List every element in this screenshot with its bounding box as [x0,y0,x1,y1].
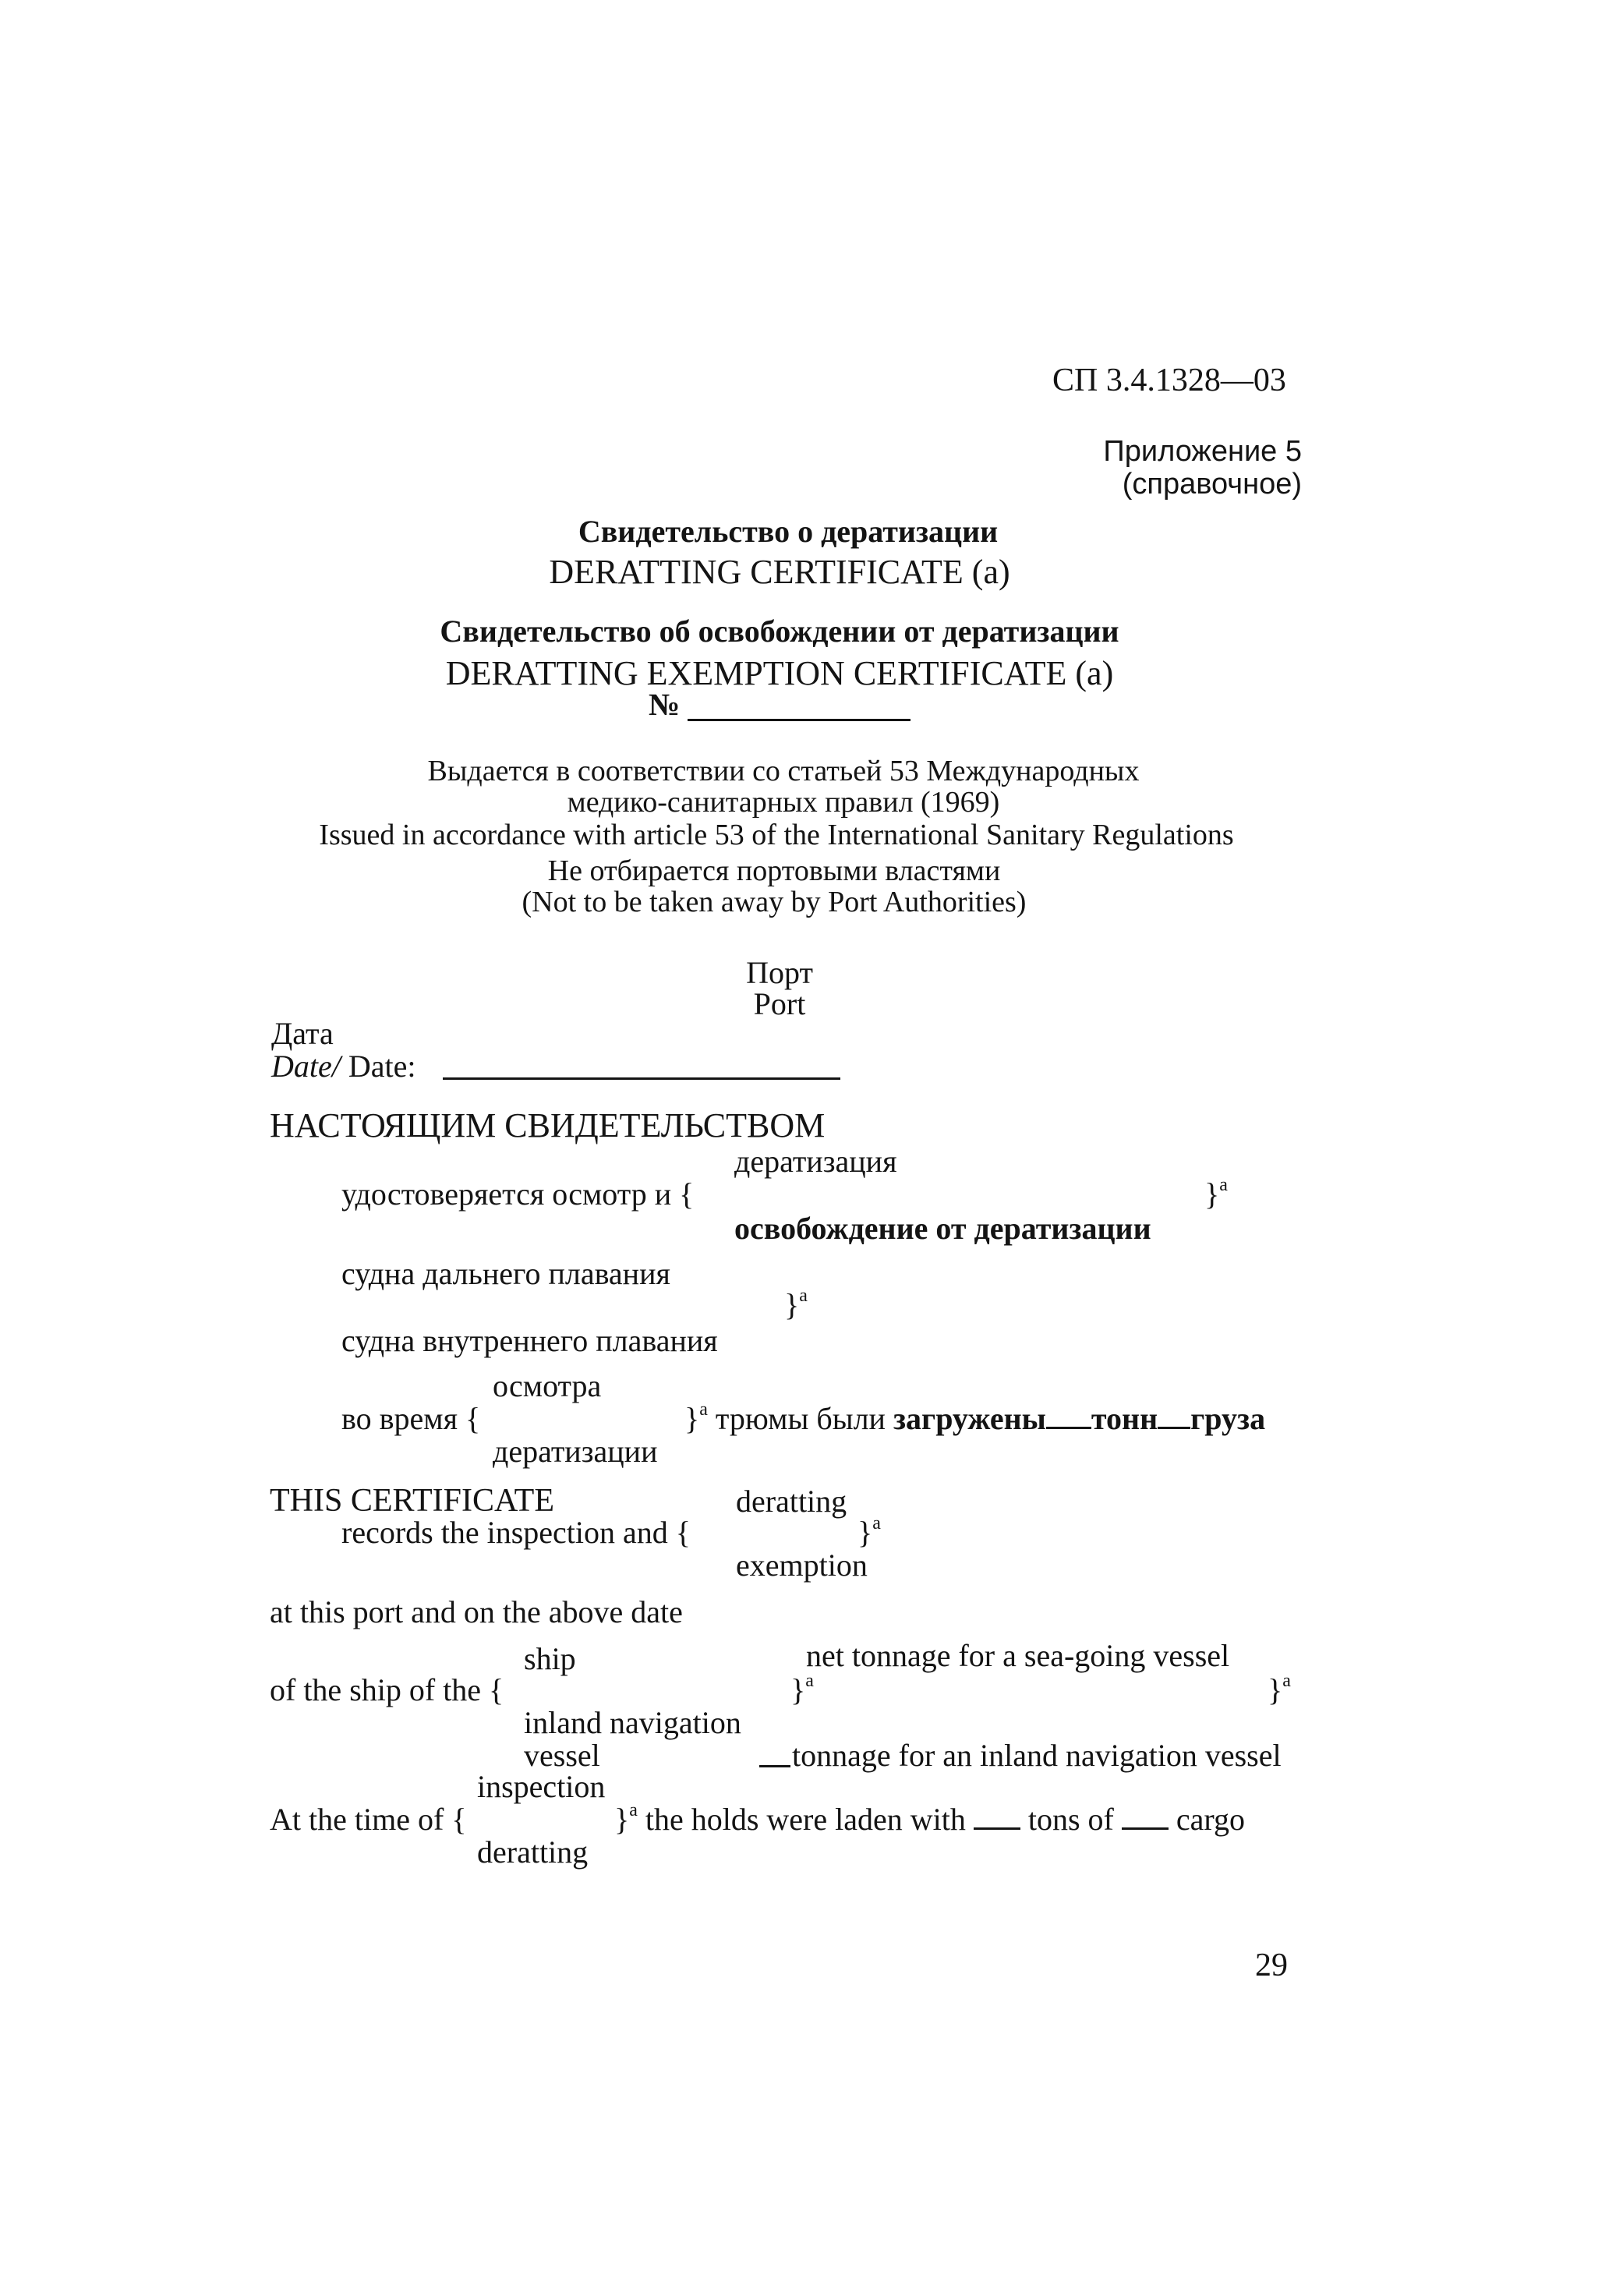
ru-option-deratting-2: дератизации [493,1434,658,1469]
issued-ru-line-2: медико-санитарных правил (1969) [567,786,1000,819]
ru-brace-close-1: }$^a$ [1204,1175,1228,1212]
en-option-deratting-2: deratting [477,1834,589,1870]
en-time-open: At the time of { [270,1802,467,1837]
ru-option-deratting: дератизация [734,1144,897,1179]
not-taken-en: (Not to be taken away by Port Authorities) [522,886,1027,918]
en-inland-tonnage-field[interactable] [759,1765,790,1767]
en-cargo-field[interactable] [1122,1804,1169,1830]
title-en-deratting: DERATTING CERTIFICATE (a) [549,553,1010,591]
en-brace-close-3: }$^a$ [1268,1671,1291,1707]
en-brace-close-1: }$^a$ [857,1513,881,1550]
ru-certifies-line: удостоверяется осмотр и { [341,1176,695,1212]
en-section-heading: THIS CERTIFICATE [270,1483,554,1519]
en-records-line: records the inspection and { [341,1515,691,1550]
certificate-number-label: № [649,687,681,722]
en-tonnage-inland: tonnage for an inland navigation vessel [792,1738,1282,1773]
en-holds-line: }$^a$ the holds were laden with tons of cargo [614,1800,1245,1837]
ru-brace-close-2: }$^a$ [784,1286,808,1322]
not-taken-ru: Не отбирается портовыми властями [547,854,1001,887]
title-ru-exemption: Свидетельство об освобождении от дератизации [440,614,1119,649]
ru-time-open: во время { [341,1401,481,1436]
ru-vessel-sea-going: судна дальнего плавания [341,1256,670,1291]
ru-option-exemption: освобождение от дератизации [734,1211,1151,1246]
page-number: 29 [1255,1948,1288,1983]
en-port-date-line: at this port and on the above date [270,1594,683,1629]
title-ru-deratting: Свидетельство о дератизации [578,514,999,549]
appendix-label: Приложение 5 [1103,435,1302,468]
en-net-tonnage-sea: net tonnage for a sea-going vessel [806,1638,1230,1673]
certificate-number-field[interactable] [688,719,911,721]
en-option-vessel: vessel [524,1738,600,1773]
date-field[interactable] [443,1077,840,1080]
document-code: СП 3.4.1328—03 [1052,363,1286,398]
ru-holds-line: }$^a$ трюмы были загружены тонн груза [684,1399,1266,1436]
en-tons-field[interactable] [974,1804,1020,1830]
appendix-note: (справочное) [1122,468,1302,501]
en-ship-line: of the ship of the { [270,1672,504,1707]
ru-option-inspection: осмотра [493,1368,602,1403]
date-label-en: Date/ Date: [271,1049,416,1084]
ru-cargo-field[interactable] [1158,1403,1190,1429]
en-brace-close-2: }$^a$ [790,1671,814,1707]
en-option-deratting: deratting [736,1484,847,1519]
issued-en-line: Issued in accordance with article 53 of the International Sanitary Regulations [319,819,1234,851]
en-option-ship: ship [524,1641,576,1676]
en-option-inspection: inspection [477,1769,606,1804]
ru-section-heading: НАСТОЯЩИМ СВИДЕТЕЛЬСТВОМ [270,1106,826,1144]
en-option-exemption: exemption [736,1548,868,1583]
ru-vessel-inland: судна внутреннего плавания [341,1323,718,1358]
ru-tons-field[interactable] [1046,1403,1091,1429]
port-label-ru: Порт [746,955,813,990]
title-en-exemption: DERATTING EXEMPTION CERTIFICATE (a) [445,654,1114,692]
issued-ru-line-1: Выдается в соответствии со статьей 53 Международных [427,755,1140,787]
port-label-en: Port [753,986,806,1021]
date-label-ru: Дата [271,1016,334,1051]
en-option-inland: inland navigation [524,1705,741,1740]
